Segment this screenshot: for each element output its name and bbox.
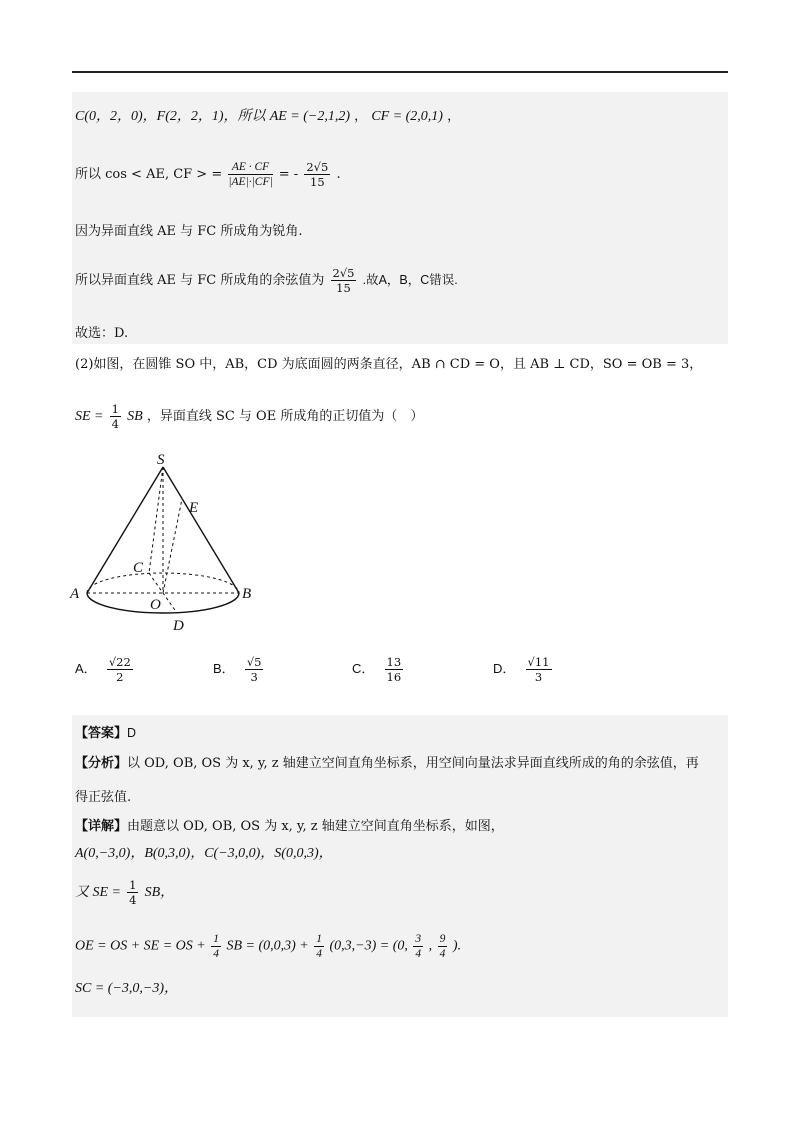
se-line-num: 1	[129, 878, 137, 892]
vector-cf: CF = (2,0,1)	[371, 109, 443, 124]
oe-part-b: SB = (0,0,3) +	[226, 938, 309, 954]
choose-line: 故选：D.	[75, 326, 129, 341]
label-c: C	[133, 560, 144, 576]
cone-figure	[65, 450, 305, 640]
cosine-den: 15	[336, 281, 351, 295]
option-b[interactable]	[213, 655, 265, 684]
option-c-num: 13	[386, 655, 402, 669]
cos-eq: = -	[278, 167, 299, 182]
cos-tail: .	[336, 167, 341, 182]
segment-oe	[163, 499, 182, 593]
acute-line: 因为异面直线 AE 与 FC 所成角为锐角.	[75, 224, 303, 239]
coords-text: C(0，2，0)，F(2，2，1)，所以	[75, 109, 266, 124]
option-d-num: √11	[527, 655, 550, 669]
oe-line	[75, 932, 461, 961]
cos-value-num: 2√5	[306, 160, 329, 174]
option-a[interactable]	[75, 655, 135, 684]
option-a-num: √22	[108, 655, 131, 669]
option-d-den: 3	[534, 670, 543, 684]
option-b-fraction	[245, 655, 264, 684]
oe-frac-3-den: 4	[415, 948, 422, 960]
analysis-text-1: 以 OD, OB, OS 为 x, y, z 轴建立空间直角坐标系，用空间向量法求异面直线所成的角的余弦值，再	[127, 756, 699, 771]
points-line: A(0,−3,0)，B(0,3,0)，C(−3,0,0)，S(0,0,3)，	[75, 846, 333, 861]
question-line-1: (2)如图，在圆锥 SO 中，AB，CD 为底面圆的两条直径，AB ∩ CD = O，且 AB ⊥ CD，SO = OB = 3，	[75, 357, 703, 372]
se-line	[75, 878, 174, 907]
cos-denominator: |AE|·|CF|	[228, 176, 273, 188]
coords-line	[75, 108, 460, 126]
oe-frac-1-num: 1	[213, 933, 219, 945]
base-front-arc	[87, 593, 239, 613]
oe-frac-4	[438, 932, 448, 961]
oe-frac-3	[413, 932, 423, 961]
se-line-den: 4	[129, 893, 137, 907]
option-a-label: A．	[75, 661, 97, 676]
cos-value-den: 15	[310, 175, 325, 189]
se-rhs: SB	[127, 409, 143, 424]
label-d: D	[173, 618, 184, 634]
slant-right	[163, 467, 239, 593]
comma-tail: ，	[447, 109, 461, 124]
option-b-den: 3	[250, 670, 258, 684]
cos-numerator: AE · CF	[228, 160, 272, 175]
detail-tag: 【详解】	[75, 819, 128, 834]
cosine-num: 2√5	[332, 266, 355, 280]
detail-text-1: 由题意以 OD, OB, OS 为 x, y, z 轴建立空间直角坐标系，如图，	[127, 819, 504, 834]
label-s: S	[157, 452, 165, 468]
segment-sc	[149, 467, 163, 573]
option-b-num: √5	[246, 655, 262, 669]
option-a-fraction	[107, 655, 133, 684]
cosine-tail: .故A，B，C错误.	[362, 273, 458, 287]
se-line-prefix: 又 SE =	[75, 885, 121, 900]
oe-frac-2-den: 4	[316, 948, 323, 960]
option-a-den: 2	[116, 670, 124, 684]
cosine-fraction	[331, 266, 357, 295]
label-e: E	[189, 500, 199, 516]
cos-prefix: 所以 cos < AE, CF > =	[75, 167, 223, 182]
option-d[interactable]	[493, 655, 554, 684]
oe-frac-4-num: 9	[439, 933, 446, 945]
vector-ae: AE = (−2,1,2)	[269, 109, 351, 124]
oe-frac-2-num: 1	[316, 933, 323, 945]
analysis-line-1	[75, 755, 699, 773]
label-a: A	[70, 586, 80, 602]
cos-fraction	[228, 160, 272, 189]
detail-line-1	[75, 818, 504, 836]
se-num: 1	[111, 402, 119, 416]
option-c-label: C．	[352, 661, 375, 676]
answer-value: D	[127, 726, 137, 740]
oe-part-c: (0,3,−3) = (0,	[329, 938, 408, 954]
analysis-tag: 【分析】	[75, 756, 128, 771]
oe-frac-4-den: 4	[439, 948, 446, 960]
oe-part-d: ,	[428, 938, 433, 954]
oe-frac-1-den: 4	[213, 948, 219, 960]
se-line-fraction	[127, 878, 138, 907]
header-rule	[72, 71, 728, 73]
answer-tag: 【答案】	[75, 726, 128, 741]
sc-line: SC = (−3,0,−3)，	[75, 981, 179, 996]
se-lhs: SE =	[75, 409, 104, 424]
option-d-fraction	[526, 655, 552, 684]
question-line-2	[75, 402, 423, 431]
label-o: O	[150, 597, 161, 613]
label-b: B	[242, 586, 252, 602]
se-line-rhs: SB，	[144, 885, 175, 900]
comma: ，	[354, 109, 368, 124]
option-d-label: D．	[493, 661, 516, 676]
se-den: 4	[111, 417, 119, 431]
slant-left	[87, 467, 163, 593]
solution-shade-top	[72, 92, 728, 344]
option-c[interactable]	[352, 655, 405, 684]
cos-line	[75, 160, 341, 189]
question-tail: ，异面直线 SC 与 OE 所成角的正切值为（ ）	[146, 409, 424, 424]
oe-frac-2	[314, 932, 324, 961]
cosine-prefix: 所以异面直线 AE 与 FC 所成角的余弦值为	[75, 273, 325, 288]
cosine-line	[75, 266, 458, 295]
cos-value-fraction	[304, 160, 330, 189]
answer-line	[75, 724, 136, 743]
oe-frac-3-num: 3	[415, 933, 422, 945]
oe-frac-1	[211, 932, 221, 961]
option-c-fraction	[385, 655, 404, 684]
analysis-line-2: 得正弦值.	[75, 790, 132, 805]
option-c-den: 16	[386, 670, 402, 684]
oe-part-e: ).	[452, 938, 462, 954]
oe-part-a: OE = OS + SE = OS +	[75, 938, 206, 954]
se-fraction	[110, 402, 121, 431]
option-b-label: B．	[213, 661, 235, 676]
